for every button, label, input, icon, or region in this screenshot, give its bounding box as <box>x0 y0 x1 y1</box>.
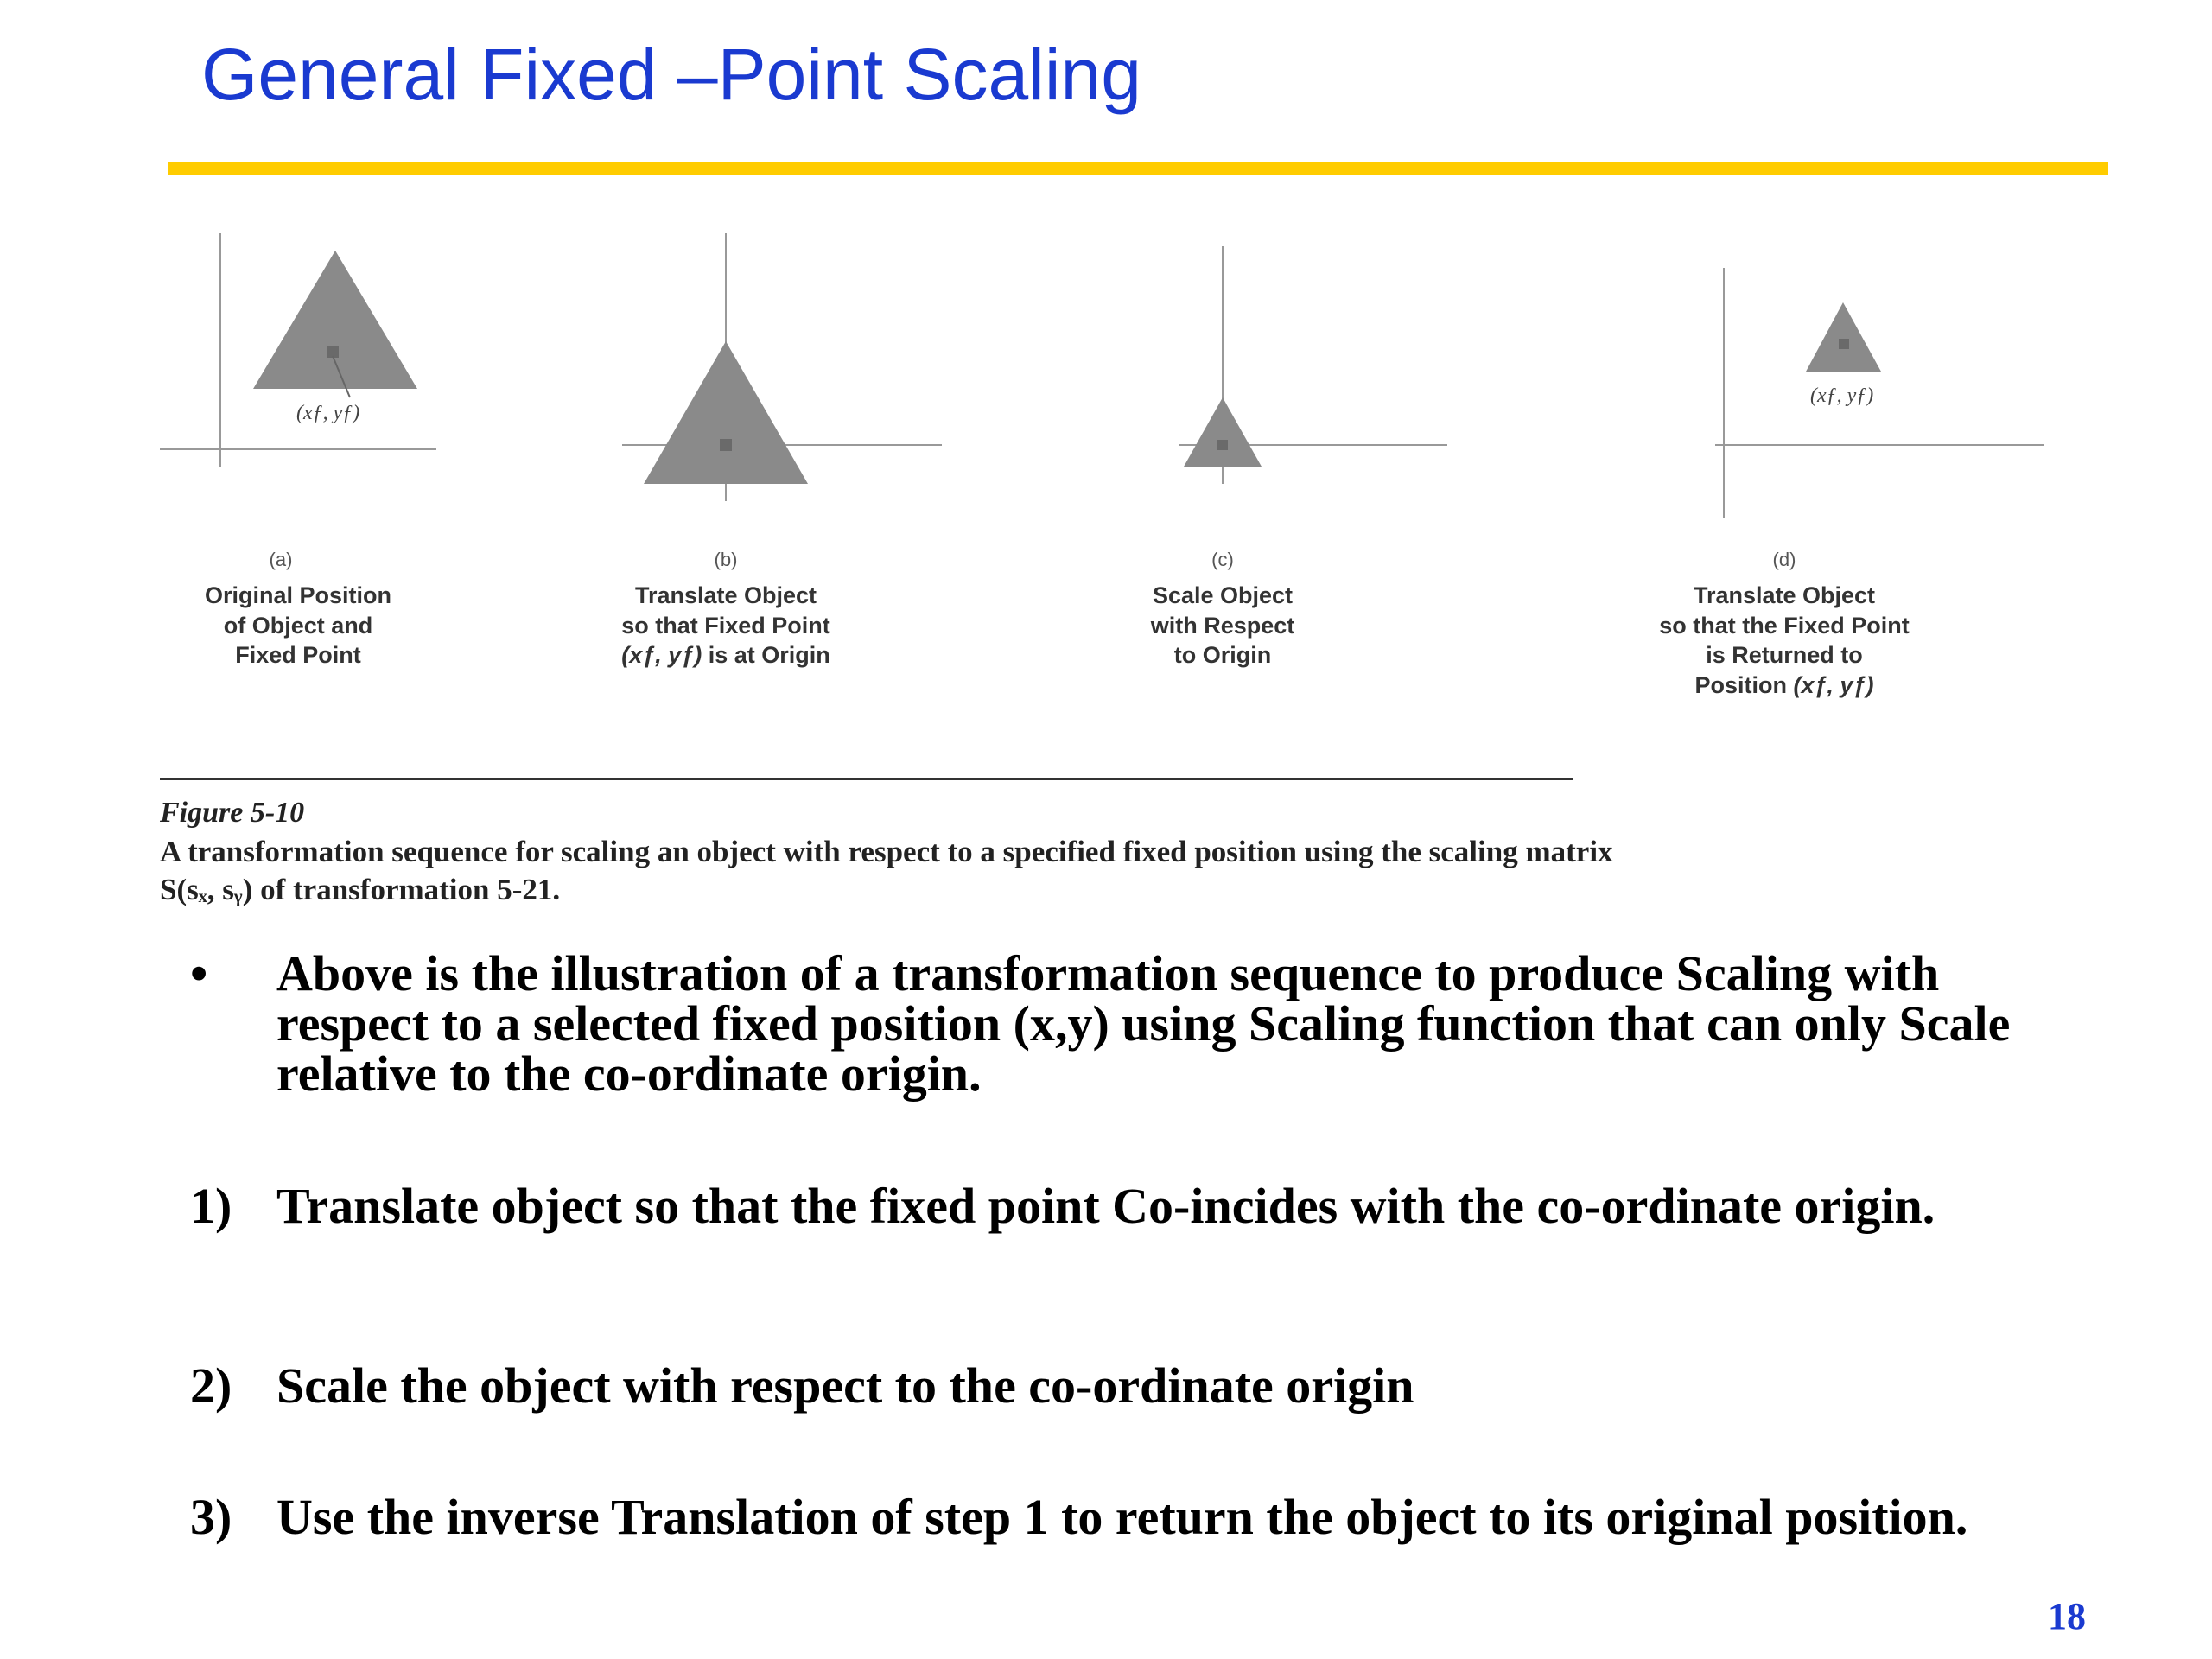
bullet-item <box>190 945 2031 1102</box>
step-1-marker: 1) <box>190 1178 232 1234</box>
step-3-text: Use the inverse Translation of step 1 to return the object to its original position. <box>276 1489 1968 1545</box>
panel-c-caption: Scale Object with Respect to Origin <box>1150 582 1295 669</box>
panel-d-letter: (d) <box>1772 549 1796 570</box>
fixed-point-marker <box>327 346 339 358</box>
panel-b-caption: Translate Object so that Fixed Point (xƒ, yƒ) is at Origin <box>621 582 830 669</box>
fixed-point-label-a: (xƒ, yƒ) <box>296 402 360 424</box>
restored-triangle <box>1806 302 1881 372</box>
panel-d <box>1659 225 2061 709</box>
panel-c-drawing <box>1166 225 1460 536</box>
panel-a-caption: Original Position of Object and Fixed Point <box>204 582 391 669</box>
figure-label: Figure 5-10 <box>160 797 305 829</box>
original-triangle <box>253 251 417 389</box>
page-number: 18 <box>2048 1595 2086 1637</box>
translated-triangle <box>644 341 808 484</box>
panel-d-drawing <box>1698 225 2061 536</box>
title-underline-bar <box>168 162 2108 175</box>
panel-c-letter: (c) <box>1211 549 1234 570</box>
origin-marker <box>1217 440 1228 450</box>
fixed-point-label-d: (xƒ, yƒ) <box>1810 385 1874 407</box>
fixed-point-marker-d <box>1839 339 1849 349</box>
step-1-text: Translate object so that the fixed point Co-incides with the co-ordinate origin. <box>276 1178 1936 1234</box>
scaled-triangle <box>1184 397 1262 467</box>
step-2-text: Scale the object with respect to the co-ordinate origin <box>276 1357 1414 1414</box>
panel-b-drawing <box>609 225 955 536</box>
figure-description: A transformation sequence for scaling an object with respect to a specified fixed position using the scaling matrix S(sₓ, sᵧ) of transformation 5-21. <box>160 835 1613 907</box>
step-3 <box>190 1489 2031 1545</box>
panel-b-letter: (b) <box>714 549 738 570</box>
slide-title: General Fixed –Point Scaling <box>201 34 1141 115</box>
figure-5-10 <box>151 225 1983 709</box>
step-2 <box>190 1357 2031 1414</box>
panel-d-caption: Translate Object so that the Fixed Point is Returned to Position (xƒ, yƒ) <box>1659 582 1910 698</box>
step-1 <box>190 1178 2031 1234</box>
bullet-text: Above is the illustration of a transformation sequence to produce Scaling with respect to a selected fixed position (x,y) using Scaling function that can only Scale relative to the co-ordinate origin. <box>276 945 2011 1102</box>
step-2-marker: 2) <box>190 1357 232 1414</box>
figure-divider <box>160 778 1573 780</box>
fixed-point-at-origin <box>720 439 732 451</box>
panel-c <box>1150 225 1460 709</box>
panel-b <box>609 225 955 709</box>
panel-a-letter: (a) <box>269 549 293 570</box>
panel-a <box>151 225 462 709</box>
panel-a-drawing <box>151 225 462 536</box>
bullet-marker: • <box>190 945 208 1001</box>
step-3-marker: 3) <box>190 1489 232 1545</box>
